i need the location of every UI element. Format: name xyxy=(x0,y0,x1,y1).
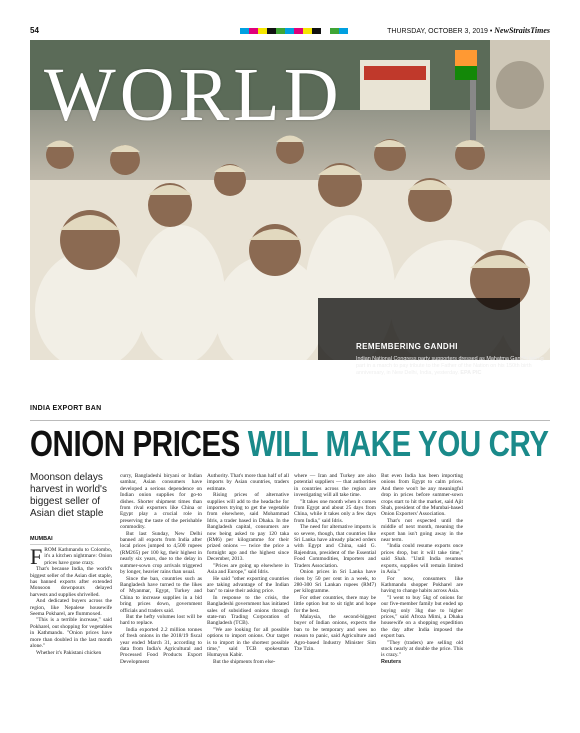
paragraph: India exported 2.2 million tonnes of fresh onions in the 2018/19 fiscal year ended March 31, according to data from India's Agricultural and Processed Food Products Export Development xyxy=(120,626,202,665)
color-swatch xyxy=(339,28,348,34)
paragraph: "We are looking for all possible options to import onions. Our target is to import in the shortest possible time," said TCB spokesman Humayun Kabir. xyxy=(207,626,289,659)
article-column-1 xyxy=(30,544,112,656)
paragraph: "They (traders) are selling old stock nearly at double the price. This is crazy." xyxy=(381,639,463,659)
color-swatch xyxy=(240,28,249,34)
color-swatch xyxy=(258,28,267,34)
headline-part-2: WILL MAKE YOU CRY xyxy=(247,423,549,464)
dateline xyxy=(387,26,550,35)
caption-text: Indian National Congress party supporters dressed as Mahatma Gandhi taking part in a march to pay tribute to the Father of the Nation on his 150th birth anniversary, in New Delhi, India, yesterday. xyxy=(356,356,544,376)
paragraph: curry, Bangladeshi biryani or Indian sambar, Asian consumers have developed a serious dependence on Indian onion supplies for go-to dishes. Shorter shipment times than from rival exporters like China or Egypt play a crucial role in preserving the taste of the perishable commodity. xyxy=(120,473,202,531)
standfirst: Moonson delays harvest in world's biggest seller of Asian diet staple xyxy=(30,472,107,519)
article-column-4 xyxy=(294,473,376,652)
color-swatch xyxy=(276,28,285,34)
photo-caption xyxy=(356,356,548,377)
page-number: 54 xyxy=(30,26,39,35)
page-header xyxy=(30,26,550,38)
printer-color-bar xyxy=(240,28,348,34)
paragraph: He said "other exporting countries are taking advantage of the Indian ban" to raise their asking price. xyxy=(207,575,289,595)
paragraph: where — Iran and Turkey are also potential suppliers — that authorities in countries across the region are investigating will all take time. xyxy=(294,473,376,499)
paragraph: But the hefty volumes lost will be hard to replace. xyxy=(120,613,202,627)
drop-cap: F xyxy=(30,544,43,569)
color-swatch xyxy=(267,28,276,34)
paragraph: That's because India, the world's biggest seller of the Asian diet staple, has banned exports after extended Monsoon downpours delayed harvests and supplies shrivelled. xyxy=(30,566,112,598)
paragraph: That's not expected until the middle of next month, meaning the export ban isn't going away in the near term. xyxy=(381,517,463,544)
section-title: WORLD xyxy=(44,53,343,137)
paragraph: But even India has been importing onions from Egypt to calm prices. And there won't be any meaningful drop in prices before summer-sown crops start to hit the market, said Ajit Shah, president of the Mumbai-based Onion Exporters' Association. xyxy=(381,473,463,518)
paragraph: Rising prices of alternative supplies will add to the headache for importers trying to get the vegetable from elsewhere, said Mohammad Idris, a trader based in Dhaka. In the Bangladesh capital, consumers are now being asked to pay 120 taka (RM6) per kilogramme for their prized onions — twice the price a fortnight ago and the highest since December, 2013. xyxy=(207,492,289,563)
paragraph: Since the ban, countries such as Bangladesh have turned to the likes of Myanmar, Egypt, Turkey and China to increase supplies in a bid bring prices down, government officials and traders said. xyxy=(120,575,202,614)
byline: MUMBAI xyxy=(30,536,110,545)
separator: • xyxy=(489,28,493,35)
paragraph: But the shipments from else- xyxy=(213,658,276,665)
color-swatch xyxy=(285,28,294,34)
paragraph: Authority. That's more than half of all imports by Asian countries, traders estimate. xyxy=(207,473,289,492)
paragraph: "I went to buy 5kg of onions for our five-member family but ended up buying only 3kg due to higher prices," said Afroza Mimi, a Dhaka housewife on a shopping expedition the day after India imposed the export ban. xyxy=(381,594,463,640)
article-column-3 xyxy=(207,473,289,665)
paragraph: "This is a terrible increase," said Pokharel, out shopping for vegetables in Kathmandu. "Onion prices have more than doubled in the last month alone." xyxy=(30,617,112,650)
color-swatch xyxy=(312,28,321,34)
paragraph: Onion prices in Sri Lanka have risen by 50 per cent in a week, to 280-300 Sri Lankan rupees (RM7) per kilogramme. xyxy=(294,569,376,595)
paragraph: ROM Kathmandu to Colombo, it's a kitchen nightmare: Onion prices have gone crazy. xyxy=(44,547,112,566)
color-swatch xyxy=(330,28,339,34)
headline-part-1: ONION PRICES xyxy=(30,423,240,464)
paragraph: "It takes one month when it comes from Egypt and about 25 days from China, while it takes only a few days from India," said Idris. xyxy=(294,498,376,524)
paragraph: But last Sunday, New Delhi banned all exports from India after local prices jumped to 4,500 rupees (RM265) per 100 kg, their highest in nearly six years, due to the delay in summer-sown crop arrivals triggered by longer, heavier rains than usual. xyxy=(120,530,202,576)
paragraph: The need for alternative imports is so severe, though, that countries like Sri Lanka have already placed orders with Egypt and China, said G. Rajendran, president of the Essential Food Commodities, Importers and Traders Association. xyxy=(294,524,376,569)
paragraph: "India could resume exports once prices drop, but it will take time," said Shah. "Until India resumes exports, supplies will remain limited in Asia." xyxy=(381,543,463,576)
article-kicker: INDIA EXPORT BAN xyxy=(30,405,102,412)
divider xyxy=(30,420,550,421)
paragraph: In response to the crisis, the Bangladeshi government has initiated sales of subsidised onions through state-run Trading Corporation of Bangladesh (TCB). xyxy=(207,594,289,627)
article-column-5 xyxy=(381,473,463,665)
article-column-2 xyxy=(120,473,202,665)
paragraph: Malaysia, the second-biggest buyer of Indian onions, expects the ban to be temporary and sees no reason to panic, said Agriculture and Agro-based Industry Minister Sim Tze Tzin. xyxy=(294,613,376,652)
color-swatch xyxy=(321,28,330,34)
headline xyxy=(30,422,549,466)
photo-credit: EPA PIC xyxy=(460,370,482,376)
wire-credit: Reuters xyxy=(381,658,402,665)
color-swatch xyxy=(303,28,312,34)
color-swatch xyxy=(249,28,258,34)
publication-name: NewStraitsTimes xyxy=(494,26,550,35)
paragraph: For now, consumers like Kathmandu shopper Pokharel are having to change habits across Asia. xyxy=(381,575,463,595)
color-swatch xyxy=(294,28,303,34)
date: THURSDAY, OCTOBER 3, 2019 xyxy=(387,28,488,35)
paragraph: For other countries, there may be little option but to sit tight and hope for the best. xyxy=(294,594,376,614)
paragraph: And dedicated buyers across the region, like Nepalese housewife Seema Pokharel, are flummoxed. xyxy=(30,598,112,618)
paragraph: "Prices are going up elsewhere in Asia and Europe," said Idris. xyxy=(207,562,289,576)
paragraph: Whether it's Pakistani chicken xyxy=(36,649,102,656)
photo-caption-title: REMEMBERING GANDHI xyxy=(356,342,458,351)
